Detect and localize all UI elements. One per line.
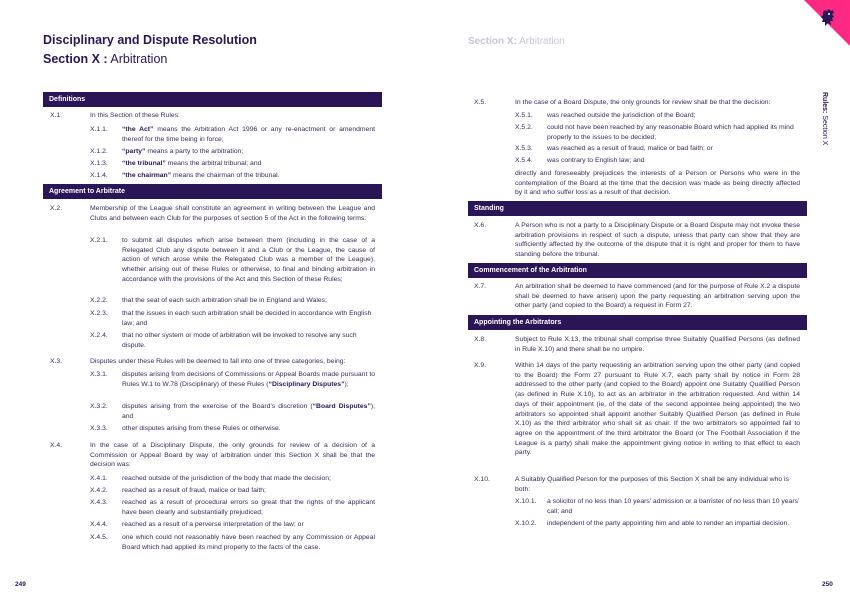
section-number: Section X :	[43, 52, 108, 66]
page-title: Disciplinary and Dispute Resolution	[43, 33, 257, 47]
rule-text: was contrary to English law; and	[547, 157, 645, 164]
rule-number: X.3.	[50, 358, 63, 365]
rule-text: In the case of a Disciplinary Dispute, the only grounds for review of a decision of a Commission or Appeal Board by way of arbitration under this Section X shall be that the decision was:	[90, 442, 375, 469]
rule-text-body: disputes arising from decisions of Commissions or Appeal Boards made pursuant to Rules W.1 to W.78 (Disciplinary) of these Rules (	[122, 371, 375, 388]
rule-text: Within 14 days of the party requesting an arbitration serving upon the other party (and copied to the Board) the Form 27 pursuant to Rule X.7, each party shall by notice in Form 28 addressed to the other party (and copied to the Board) appoint one Suitably Qualified Person (as defined in Rule X.10), to act as an arbitrator in the arbitration requested. And within 14 days of their appointment (ie, of the date of the second appointee being appointed) the two arbitrators so appointed shall appoint another Suitably Qualified Person (as defined in Rule X.10) as the third arbitrator who shall sit as chair. If the two arbitrators so appointed fail to agree on the appointment of the third arbitrator the Board (or The Football Association if the League is a party) shall make the appointment giving notice in writing to that effect to each party.	[515, 362, 800, 457]
rule-number: X.1.1.	[90, 126, 108, 133]
rule-text: Subject to Rule X.13, the tribunal shall comprise three Suitably Qualified Persons (as defined in Rule X.10) and there shall be no umpire.	[515, 336, 800, 353]
rule-text-body: means the arbitral tribunal; and	[167, 160, 262, 167]
rule-number: X.2.1.	[90, 237, 108, 244]
rule-number: X.9.	[474, 362, 487, 369]
rule-text	[122, 402, 375, 421]
rule-number: X.8.	[474, 336, 487, 343]
agreement-heading: Agreement to Arbitrate	[43, 184, 382, 199]
rule-number: X.2.	[50, 205, 63, 212]
rule-text: could not have been reached by any reasonable Board which had applied its mind properly to the issues to be decided;	[547, 124, 794, 141]
rule-text: In this Section of these Rules:	[90, 112, 180, 119]
side-tab-rules: Rules:	[821, 92, 828, 114]
rule-number: X.7.	[474, 283, 487, 290]
rule-text: one which could not reasonably have been reached by any Commission or Appeal Board which had applied its mind properly to the facts of the case.	[122, 534, 375, 551]
rule-text: independent of the party appointing him and able to render an impartial decision.	[547, 520, 790, 527]
rule-text: that the issues in each such arbitration shall be decided in accordance with English law; and	[122, 310, 372, 327]
standing-heading: Standing	[468, 201, 807, 216]
rule-number: X.2.2.	[90, 297, 108, 304]
rule-text: that no other system or mode of arbitration will be invoked to resolve any such dispute.	[122, 332, 357, 349]
rule-text: In the case of a Board Dispute, the only grounds for review shall be that the decision:	[515, 99, 771, 106]
rule-text: that the seat of each such arbitration shall be in England and Wales;	[122, 297, 327, 304]
rule-text	[122, 125, 375, 144]
rule-text: An arbitration shall be deemed to have commenced (and for the purpose of Rule X.2 a dispute shall be deemed to have arisen) upon the party requesting an arbitration serving upon the other party (and copied to the Board) a request in Form 27.	[515, 283, 800, 310]
rule-text	[122, 171, 375, 181]
rule-text: other disputes arising from these Rules or otherwise.	[122, 425, 281, 432]
rule-text-end: ); and	[122, 403, 375, 420]
defined-term: “the chairman”	[122, 172, 172, 179]
appointing-heading: Appointing the Arbitrators	[468, 315, 807, 330]
rule-text-end: );	[344, 380, 349, 388]
rule-text	[122, 147, 375, 157]
rule-number: X.3.2.	[90, 403, 108, 410]
running-header-section: Section X:	[468, 36, 517, 47]
rule-number: X.4.5.	[90, 534, 108, 541]
rule-text: A Person who is not a party to a Disciplinary Dispute or a Board Dispute may not invoke these arbitration provisions in respect of such a dispute, unless that party can show that they are sufficiently affected by the outcome of the dispute that it is right and proper for them to have standing before the tribunal.	[515, 222, 800, 259]
page-number-right: 250	[822, 581, 833, 588]
rule-number: X.4.1.	[90, 475, 108, 482]
lion-logo-icon	[820, 9, 836, 27]
rule-text: reached as a result of fraud, malice or bad faith;	[122, 487, 266, 494]
rule-number: X.5.	[474, 99, 487, 106]
rule-number: X.10.2.	[515, 520, 537, 527]
rule-number: X.2.4.	[90, 332, 108, 339]
rule-text: reached as a result of a perverse interpretation of the law; or	[122, 521, 304, 528]
rule-text-body: means the chairman of the tribunal.	[173, 172, 280, 179]
section-title	[43, 52, 167, 66]
defined-term: “Disciplinary Disputes”	[268, 380, 345, 388]
rule-text: was reached as a result of fraud, malice or bad faith; or	[547, 145, 713, 152]
rule-number: X.4.4.	[90, 521, 108, 528]
rule-number: X.6.	[474, 222, 487, 229]
rule-number: X.10.	[474, 476, 490, 483]
rule-number: X.5.1.	[515, 112, 533, 119]
rule-text: Disputes under these Rules will be deemed to fall into one of three categories, being:	[90, 358, 346, 365]
rule-text: Membership of the League shall constitute an agreement in writing between the League and Clubs and between each Club for the purposes of section 5 of the Act in the following terms:	[90, 205, 375, 222]
rule-number: X.4.2.	[90, 487, 108, 494]
rule-text: directly and foreseeably prejudices the interests of a Person or Persons who were in the contemplation of the Board at the time that the decision was made as being directly affected by it and who suffer loss as a result of that decision.	[515, 170, 800, 197]
section-topic: Arbitration	[110, 52, 168, 66]
rule-text: reached as a result of procedural errors so great that the rights of the applicant have been clearly and substantially prejudiced;	[122, 499, 375, 516]
rule-text: A Suitably Qualified Person for the purposes of this Section X shall be any individual who is both:	[515, 476, 789, 493]
rule-text: was reached outside the jurisdiction of the Board;	[547, 112, 696, 119]
rule-number: X.4.	[50, 442, 63, 449]
rule-number: X.10.1.	[515, 498, 537, 505]
running-header-topic: Arbitration	[519, 36, 565, 47]
defined-term: “party”	[122, 148, 146, 155]
defined-term: “the Act”	[122, 126, 154, 133]
rule-text: to submit all disputes which arise between them (including in the case of a Relegated Club any dispute between it and a Club or the League, the cause of action of which arose while the Relegated Club was a member of the League), whether arising out of these Rules or otherwise, to final and binding arbitration in accordance with the provisions of the Act and this Section of these Rules;	[122, 237, 375, 283]
rule-text-body: disputes arising from the exercise of the Board’s discretion (	[122, 403, 313, 410]
defined-term: “the tribunal”	[122, 160, 166, 167]
rule-text-body: means the Arbitration Act 1996 or any re-enactment or amendment thereof for the time being in force;	[122, 126, 375, 143]
rule-text	[122, 159, 375, 169]
rule-number: X.1.	[50, 112, 63, 119]
rule-number: X.3.1.	[90, 371, 108, 378]
rule-number: X.5.3.	[515, 145, 533, 152]
rule-number: X.4.3.	[90, 499, 108, 506]
rule-number: X.1.2.	[90, 148, 108, 155]
rule-text-body: means a party to the arbitration;	[147, 148, 244, 155]
defined-term: “Board Disputes”	[312, 403, 371, 410]
rule-number: X.5.4.	[515, 157, 533, 164]
rule-number: X.1.4.	[90, 172, 108, 179]
rule-number: X.2.3.	[90, 310, 108, 317]
rule-text: a solicitor of no less than 10 years’ admission or a barrister of no less than 10 years’ call; and	[547, 498, 800, 515]
rule-text: reached outside of the jurisdiction of the body that made the decision;	[122, 475, 331, 482]
side-tab-section: Section X	[821, 115, 828, 146]
rule-number: X.1.3.	[90, 160, 108, 167]
commencement-heading: Commencement of the Arbitration	[468, 263, 807, 278]
rule-text	[122, 370, 375, 389]
side-tab-label	[821, 92, 828, 145]
definitions-heading: Definitions	[43, 92, 382, 107]
rule-number: X.5.2.	[515, 124, 533, 131]
running-header	[468, 36, 565, 47]
rule-number: X.3.3.	[90, 425, 108, 432]
page-number-left: 249	[15, 581, 26, 588]
